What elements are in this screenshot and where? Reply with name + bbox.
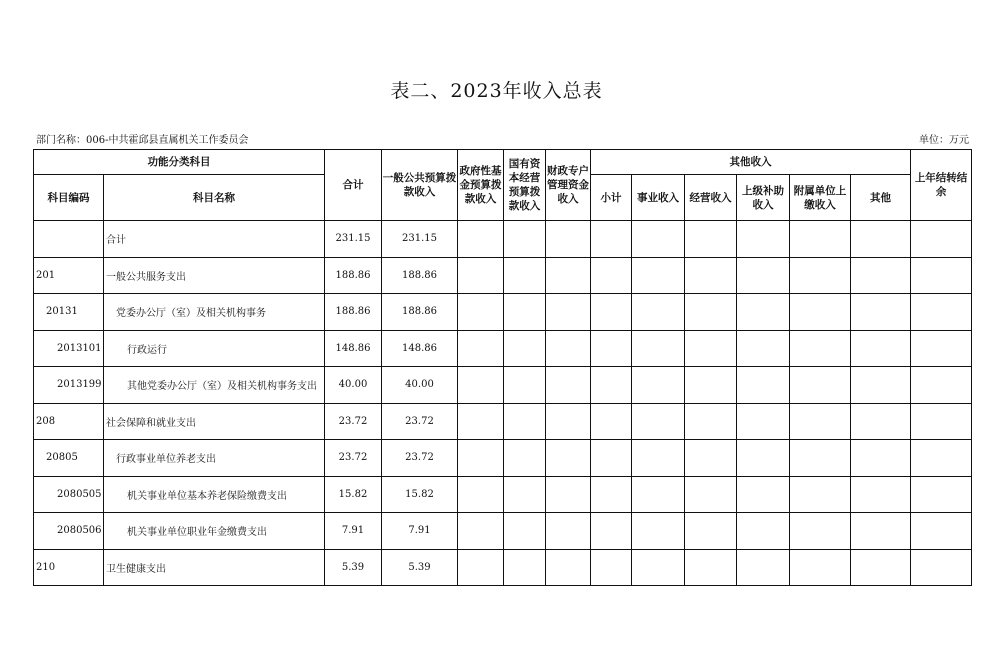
cell-empty	[851, 513, 911, 550]
cell-code: 20805	[34, 440, 104, 477]
department-label: 部门名称：006-中共霍邱县直属机关工作委员会	[36, 135, 249, 146]
header-general-budget: 一般公共预算拨款收入	[382, 150, 458, 221]
cell-empty	[911, 549, 972, 586]
cell-empty	[504, 403, 546, 440]
cell-general-budget: 188.86	[382, 257, 458, 294]
cell-empty	[685, 367, 737, 404]
cell-empty	[458, 440, 504, 477]
header-carryover: 上年结转结余	[911, 150, 972, 221]
cell-empty	[546, 513, 591, 550]
cell-empty	[591, 403, 632, 440]
cell-empty	[851, 403, 911, 440]
cell-empty	[911, 294, 972, 331]
cell-empty	[632, 367, 685, 404]
cell-empty	[591, 330, 632, 367]
cell-empty	[504, 513, 546, 550]
cell-name: 合计	[104, 221, 325, 258]
cell-empty	[504, 294, 546, 331]
cell-empty	[591, 294, 632, 331]
cell-name: 机关事业单位基本养老保险缴费支出	[104, 476, 325, 513]
cell-empty	[911, 440, 972, 477]
table-row	[34, 513, 972, 550]
cell-empty	[546, 476, 591, 513]
header-other: 其他	[851, 175, 911, 221]
cell-empty	[790, 367, 851, 404]
header-superior-subsidy: 上级补助收入	[737, 175, 790, 221]
cell-empty	[504, 440, 546, 477]
cell-empty	[504, 221, 546, 258]
cell-empty	[458, 294, 504, 331]
cell-empty	[504, 257, 546, 294]
header-subtotal: 小计	[591, 175, 632, 221]
cell-general-budget: 148.86	[382, 330, 458, 367]
table-row	[34, 221, 972, 258]
cell-empty	[458, 221, 504, 258]
cell-general-budget: 23.72	[382, 403, 458, 440]
cell-code: 20131	[34, 294, 104, 331]
cell-general-budget: 40.00	[382, 367, 458, 404]
cell-empty	[790, 440, 851, 477]
cell-total: 7.91	[325, 513, 382, 550]
cell-empty	[546, 221, 591, 258]
cell-empty	[737, 513, 790, 550]
cell-general-budget: 231.15	[382, 221, 458, 258]
cell-empty	[911, 221, 972, 258]
cell-empty	[504, 367, 546, 404]
cell-empty	[851, 476, 911, 513]
cell-empty	[591, 367, 632, 404]
cell-code: 2013101	[34, 330, 104, 367]
cell-empty	[851, 330, 911, 367]
cell-empty	[685, 403, 737, 440]
cell-empty	[851, 294, 911, 331]
cell-empty	[458, 367, 504, 404]
cell-general-budget: 23.72	[382, 440, 458, 477]
cell-empty	[458, 403, 504, 440]
cell-total: 148.86	[325, 330, 382, 367]
page-title: 表二、2023年收入总表	[390, 80, 603, 102]
cell-general-budget: 188.86	[382, 294, 458, 331]
cell-total: 188.86	[325, 257, 382, 294]
cell-empty	[790, 403, 851, 440]
cell-empty	[685, 257, 737, 294]
table-row	[34, 257, 972, 294]
cell-empty	[737, 476, 790, 513]
cell-empty	[790, 294, 851, 331]
cell-empty	[737, 221, 790, 258]
cell-name: 机关事业单位职业年金缴费支出	[104, 513, 325, 550]
cell-empty	[591, 221, 632, 258]
cell-empty	[737, 549, 790, 586]
cell-empty	[458, 549, 504, 586]
cell-empty	[737, 403, 790, 440]
cell-empty	[685, 513, 737, 550]
cell-empty	[546, 330, 591, 367]
cell-empty	[911, 403, 972, 440]
cell-empty	[632, 549, 685, 586]
cell-empty	[546, 440, 591, 477]
cell-empty	[790, 330, 851, 367]
cell-empty	[790, 221, 851, 258]
cell-empty	[591, 476, 632, 513]
header-operating: 经营收入	[685, 175, 737, 221]
header-func-class: 功能分类科目	[34, 150, 325, 175]
cell-empty	[632, 221, 685, 258]
cell-empty	[632, 440, 685, 477]
cell-empty	[737, 440, 790, 477]
cell-empty	[632, 257, 685, 294]
table-body	[34, 221, 972, 586]
unit-label: 单位：万元	[919, 135, 969, 146]
cell-empty	[737, 257, 790, 294]
table-row	[34, 367, 972, 404]
cell-code: 208	[34, 403, 104, 440]
cell-empty	[546, 367, 591, 404]
cell-empty	[546, 257, 591, 294]
cell-empty	[911, 476, 972, 513]
cell-name: 行政事业单位养老支出	[104, 440, 325, 477]
table-row	[34, 403, 972, 440]
cell-empty	[911, 367, 972, 404]
header-fiscal-special: 财政专户管理资金收入	[546, 150, 591, 221]
cell-empty	[737, 330, 790, 367]
cell-empty	[458, 330, 504, 367]
cell-code	[34, 221, 104, 258]
cell-empty	[851, 257, 911, 294]
header-business: 事业收入	[632, 175, 685, 221]
cell-empty	[632, 403, 685, 440]
cell-empty	[851, 221, 911, 258]
cell-empty	[458, 257, 504, 294]
cell-general-budget: 7.91	[382, 513, 458, 550]
table-row	[34, 294, 972, 331]
cell-empty	[632, 513, 685, 550]
income-table	[33, 149, 972, 586]
cell-empty	[632, 330, 685, 367]
cell-empty	[851, 440, 911, 477]
cell-empty	[685, 440, 737, 477]
cell-code: 2080506	[34, 513, 104, 550]
cell-total: 15.82	[325, 476, 382, 513]
header-affiliated: 附属单位上缴收入	[790, 175, 851, 221]
cell-empty	[790, 549, 851, 586]
cell-empty	[790, 257, 851, 294]
cell-name: 其他党委办公厅（室）及相关机构事务支出	[104, 367, 325, 404]
header-gov-fund: 政府性基金预算拨款收入	[458, 150, 504, 221]
header-total: 合计	[325, 150, 382, 221]
cell-empty	[591, 549, 632, 586]
cell-empty	[504, 476, 546, 513]
cell-total: 23.72	[325, 440, 382, 477]
cell-general-budget: 5.39	[382, 549, 458, 586]
cell-total: 23.72	[325, 403, 382, 440]
cell-empty	[685, 476, 737, 513]
cell-empty	[591, 257, 632, 294]
cell-empty	[685, 294, 737, 331]
cell-empty	[685, 549, 737, 586]
cell-empty	[737, 294, 790, 331]
cell-empty	[458, 513, 504, 550]
cell-code: 2013199	[34, 367, 104, 404]
cell-empty	[632, 294, 685, 331]
cell-empty	[851, 367, 911, 404]
cell-total: 231.15	[325, 221, 382, 258]
header-state-capital: 国有资本经营预算拨款收入	[504, 150, 546, 221]
cell-empty	[546, 549, 591, 586]
table-row	[34, 476, 972, 513]
cell-general-budget: 15.82	[382, 476, 458, 513]
header-other-income: 其他收入	[591, 150, 911, 175]
cell-empty	[591, 513, 632, 550]
cell-total: 5.39	[325, 549, 382, 586]
header-code: 科目编码	[34, 175, 104, 221]
table-row	[34, 330, 972, 367]
cell-empty	[591, 440, 632, 477]
cell-empty	[790, 476, 851, 513]
cell-empty	[504, 330, 546, 367]
cell-empty	[911, 330, 972, 367]
table-row	[34, 440, 972, 477]
cell-code: 2080505	[34, 476, 104, 513]
cell-code: 210	[34, 549, 104, 586]
cell-empty	[458, 476, 504, 513]
cell-empty	[546, 403, 591, 440]
cell-total: 188.86	[325, 294, 382, 331]
cell-name: 党委办公厅（室）及相关机构事务	[104, 294, 325, 331]
header-name: 科目名称	[104, 175, 325, 221]
cell-name: 行政运行	[104, 330, 325, 367]
cell-name: 卫生健康支出	[104, 549, 325, 586]
cell-empty	[546, 294, 591, 331]
cell-empty	[911, 513, 972, 550]
cell-code: 201	[34, 257, 104, 294]
cell-total: 40.00	[325, 367, 382, 404]
table-row	[34, 549, 972, 586]
cell-name: 社会保障和就业支出	[104, 403, 325, 440]
cell-name: 一般公共服务支出	[104, 257, 325, 294]
cell-empty	[737, 367, 790, 404]
cell-empty	[790, 513, 851, 550]
cell-empty	[685, 330, 737, 367]
cell-empty	[504, 549, 546, 586]
cell-empty	[632, 476, 685, 513]
cell-empty	[851, 549, 911, 586]
cell-empty	[685, 221, 737, 258]
cell-empty	[911, 257, 972, 294]
